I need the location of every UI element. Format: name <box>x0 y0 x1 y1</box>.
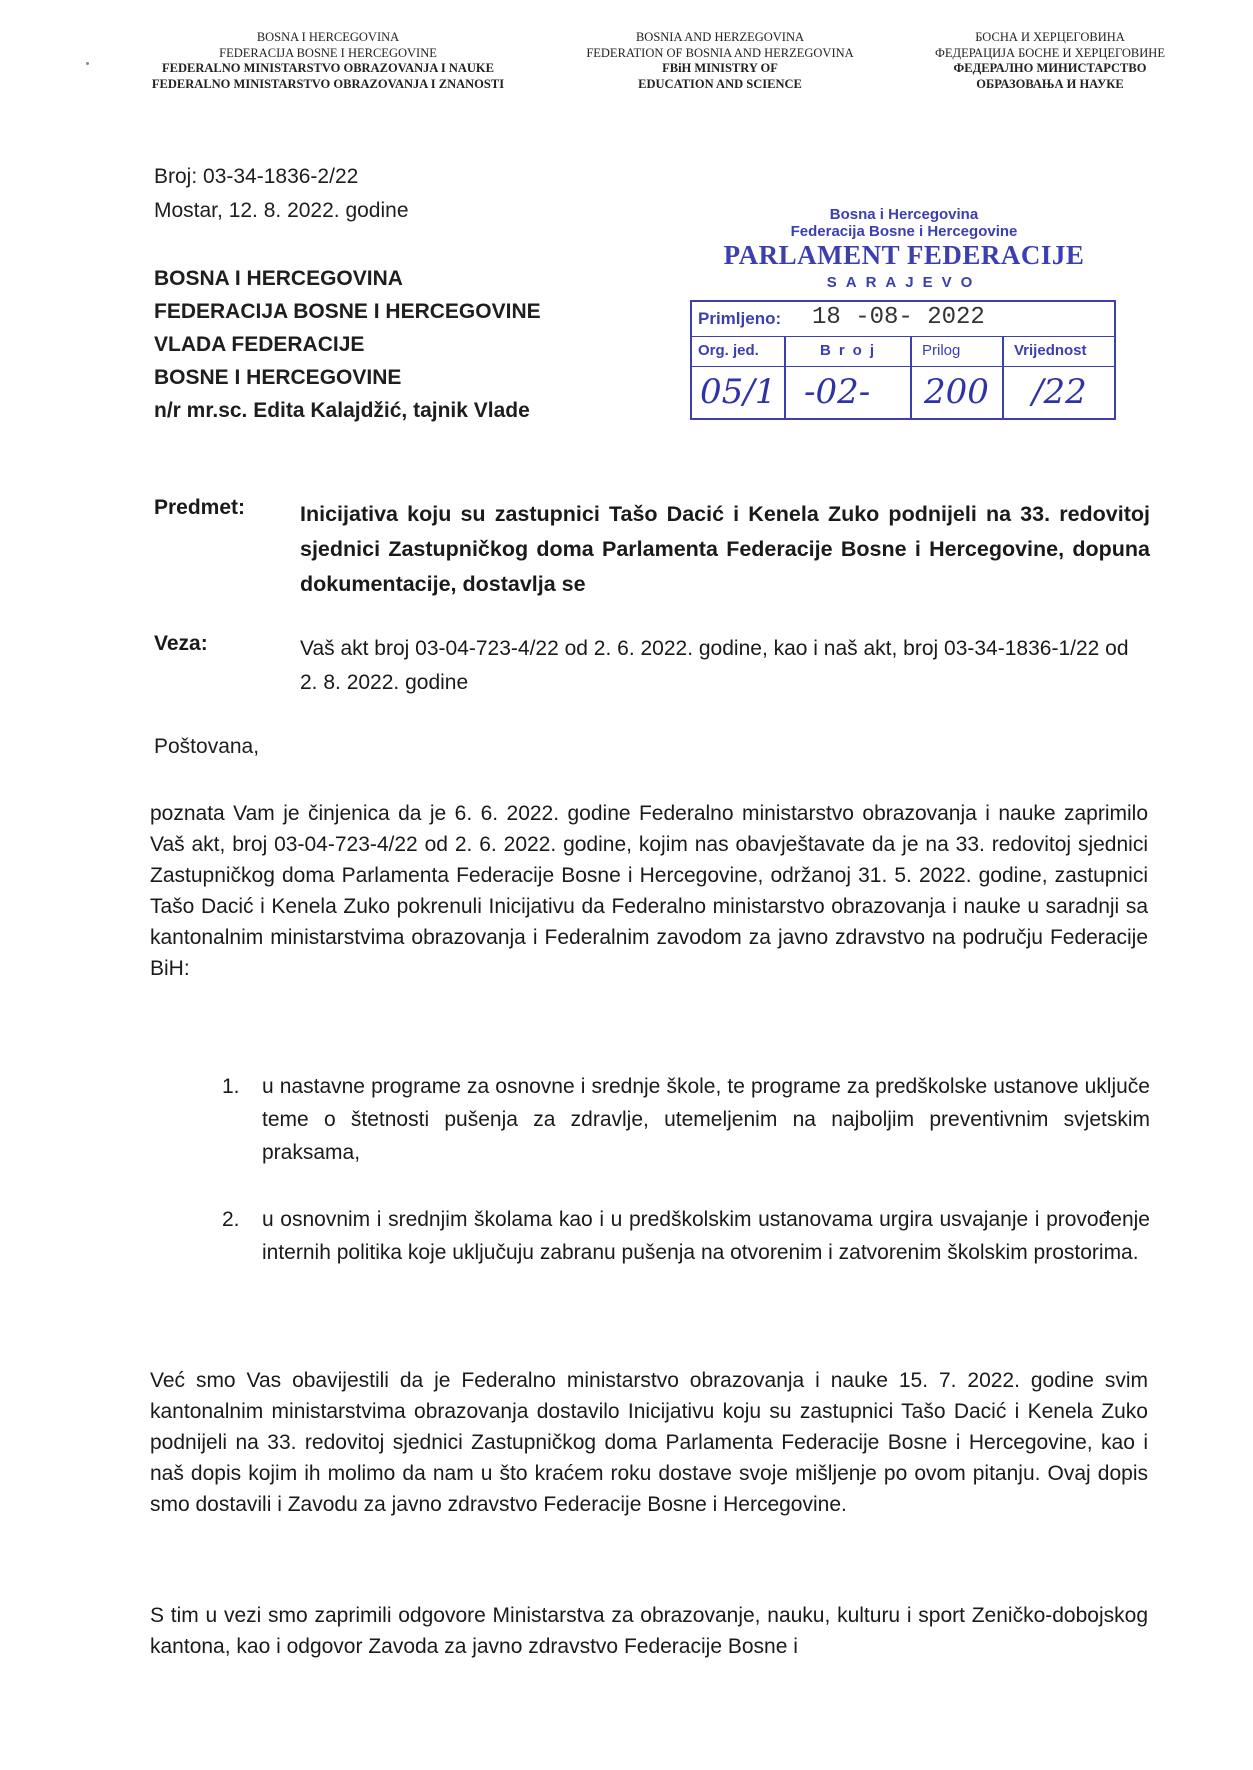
letterhead-line: FEDERACIJA BOSNE I HERCEGOVINE <box>219 45 437 60</box>
list-number: 2. <box>222 1208 240 1231</box>
letterhead-line: FEDERALNO MINISTARSTVO OBRAZOVANJA I NAUKE <box>162 61 494 75</box>
list-text: u osnovnim i srednjim školama kao i u predškolskim ustanovama urgira usvajanje i provođenje internih politika koje uključuju zabranu pušenja na otvorenim i zatvorenim školskim prostorima. <box>262 1208 1150 1264</box>
subject-text: Inicijativa koju su zastupnici Tašo Dacić i Kenela Zuko podnijeli na 33. redovitoj sjednici Zastupničkog doma Parlamenta Federacije Bosne i Hercegovine, dopuna dokumentacije, dostavlja se <box>300 502 1150 596</box>
stamp-col-vrijednost: Vrijednost <box>1014 342 1087 359</box>
stamp-table <box>690 300 1116 420</box>
recipient-line: BOSNE I HERCEGOVINE <box>154 366 402 389</box>
recipient-line: FEDERACIJA BOSNE I HERCEGOVINE <box>154 300 541 323</box>
list-text: u nastavne programe za osnovne i srednje škole, te programe za predškolske ustanove uključe teme o štetnosti pušenja za zdravlje, utemeljenim na najboljim preventivnim svjetskim praksama, <box>262 1075 1150 1164</box>
stamp-handwritten-row <box>692 366 1114 418</box>
received-stamp <box>690 204 1118 422</box>
subject-label: Predmet: <box>154 496 246 519</box>
letterhead-line: ФЕДЕРАЛНО МИНИСТАРСТВО <box>953 61 1147 75</box>
letterhead-line: BOSNIA AND HERZEGOVINA <box>635 30 805 44</box>
stamp-received-label: Primljeno: <box>698 309 782 328</box>
place-date: Mostar, 12. 8. 2022. godine <box>154 199 409 222</box>
stamp-col-prilog: Prilog <box>922 342 961 359</box>
stamp-received-date: 18 -08- 2022 <box>812 304 985 331</box>
stamp-col-org: Org. jed. <box>698 342 759 359</box>
greeting: Poštovana, <box>154 735 260 758</box>
stamp-handwritten-prilog: 200 <box>924 372 989 412</box>
list-number: 1. <box>222 1075 240 1098</box>
letterhead-left <box>118 30 538 92</box>
link-text: Vaš akt broj 03-04-723-4/22 od 2. 6. 2022. godine, kao i naš akt, broj 03-34-1836-1/22 od 2. 8. 2022. godine <box>300 637 1129 694</box>
stamp-col-broj: Broj <box>820 342 882 359</box>
stamp-handwritten-broj: -02- <box>804 372 871 412</box>
letterhead-line: ОБРАЗОВАЊА И НАУКЕ <box>976 76 1124 91</box>
letterhead-line: БОСНА И ХЕРЦЕГОВИНА <box>975 30 1125 44</box>
paragraph: Već smo Vas obavijestili da je Federalno ministarstvo obrazovanja i nauke 15. 7. 2022. godine svim kantonalnim ministarstvima obrazovanja dostavilo Inicijativu koju su zastupnici Tašo Dacić i Kenela Zuko podnijeli na 33. redovitoj sjednici Zastupničkog doma Parlamenta Federacije Bosne i Hercegovine, kao i naš dopis kojim ih molimo da nam u što kraćem roku dostave svoje mišljenje po ovom pitanju. Ovaj dopis smo dostavili i Zavodu za javno zdravstvo Federacije Bosne i Hercegovine. <box>150 1369 1148 1516</box>
stamp-line: Federacija Bosne i Hercegovine <box>790 223 1018 240</box>
stamp-received-row <box>692 302 1114 337</box>
stamp-line: Bosna i Hercegovina <box>829 206 979 223</box>
letterhead-line: ФЕДЕРАЦИЈА БОСНЕ И ХЕРЦЕГОВИНЕ <box>935 45 1165 60</box>
letterhead-line: FBiH MINISTRY OF <box>662 61 778 75</box>
recipient-line: n/r mr.sc. Edita Kalajdžić, tajnik Vlade <box>154 399 530 422</box>
reference-block <box>154 160 409 228</box>
paragraph: S tim u vezi smo zaprimili odgovore Ministarstva za obrazovanje, nauku, kulturu i sport Zeničko-dobojskog kantona, kao i odgovor Zavoda za javno zdravstvo Federacije Bosne i <box>150 1604 1148 1658</box>
link-label: Veza: <box>154 632 208 655</box>
stamp-header-row <box>692 336 1114 367</box>
reference-number: Broj: 03-34-1836-2/22 <box>154 165 359 188</box>
letterhead-line: FEDERATION OF BOSNIA AND HERZEGOVINA <box>586 45 854 60</box>
letterhead-line: BOSNA I HERCEGOVINA <box>256 30 400 44</box>
letterhead-line: EDUCATION AND SCIENCE <box>638 76 802 91</box>
recipient-block <box>154 262 541 427</box>
letterhead-line: FEDERALNO MINISTARSTVO OBRAZOVANJA I ZNANOSTI <box>151 76 505 91</box>
stamp-handwritten-org: 05/1 <box>700 372 777 412</box>
list-item <box>222 1203 1150 1269</box>
list-item <box>222 1070 1150 1169</box>
letterhead-right <box>905 30 1195 92</box>
scan-speck <box>86 62 89 65</box>
recipient-line: VLADA FEDERACIJE <box>154 333 365 356</box>
stamp-city: SARAJEVO <box>826 274 982 291</box>
paragraph: poznata Vam je činjenica da je 6. 6. 2022. godine Federalno ministarstvo obrazovanja i nauke zaprimilo Vaš akt, broj 03-04-723-4/22 od 2. 6. 2022. godine, kojim nas obavještavate da je na 33. redovitoj sjednici Zastupničkog doma Parlamenta Federacije Bosne i Hercegovine, održanoj 31. 5. 2022. godine, zastupnici Tašo Dacić i Kenela Zuko pokrenuli Inicijativu da Federalno ministarstvo obrazovanja i nauke u saradnji sa kantonalnim ministarstvima obrazovanja i Federalnim zavodom za javno zdravstvo na području Federacije BiH: <box>150 802 1148 980</box>
recipient-line: BOSNA I HERCEGOVINA <box>154 267 403 290</box>
stamp-handwritten-vrijednost: /22 <box>1032 372 1087 412</box>
stamp-title: PARLAMENT FEDERACIJE <box>723 240 1085 270</box>
letterhead-middle <box>560 30 880 92</box>
